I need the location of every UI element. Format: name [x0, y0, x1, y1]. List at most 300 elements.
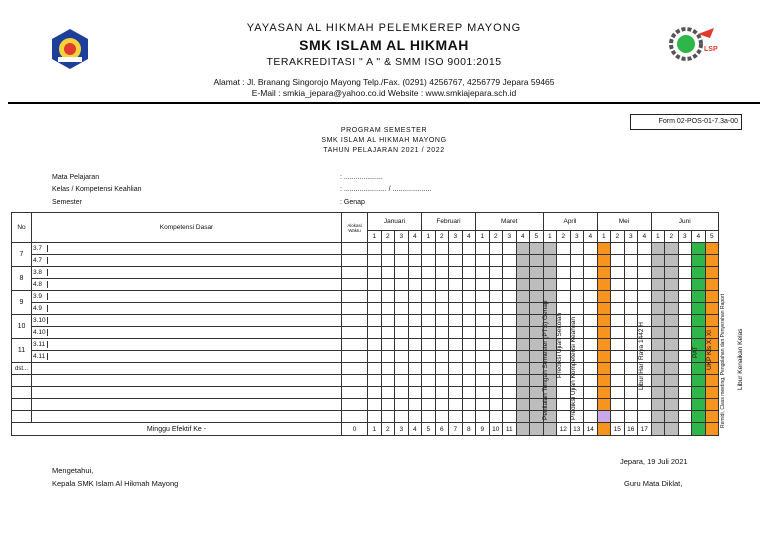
- week-cell: [692, 411, 706, 423]
- header-week: 3: [449, 231, 463, 243]
- week-cell: [368, 279, 382, 291]
- sign-date: Jepara, 19 Juli 2021: [620, 457, 688, 466]
- week-cell: [408, 279, 422, 291]
- week-cell: [381, 279, 395, 291]
- week-cell: [530, 291, 544, 303]
- row-alokasi: [342, 303, 368, 315]
- week-cell: [557, 387, 571, 399]
- week-cell: [692, 303, 706, 315]
- week-cell: [435, 243, 449, 255]
- week-cell: [489, 267, 503, 279]
- week-cell: [395, 291, 409, 303]
- week-cell: [665, 327, 679, 339]
- footer-week: 14: [584, 423, 598, 436]
- week-cell: [665, 303, 679, 315]
- footer-week: [705, 423, 719, 436]
- week-cell: [489, 363, 503, 375]
- footer-week: 5: [422, 423, 436, 436]
- week-cell: [489, 255, 503, 267]
- week-cell: [395, 339, 409, 351]
- header-week: 4: [462, 231, 476, 243]
- header-week: 4: [584, 231, 598, 243]
- week-cell: [692, 267, 706, 279]
- week-cell: [651, 387, 665, 399]
- week-cell: [557, 411, 571, 423]
- week-cell: [381, 351, 395, 363]
- week-cell: [665, 315, 679, 327]
- week-cell: [611, 411, 625, 423]
- week-cell: [597, 303, 611, 315]
- week-cell: [597, 399, 611, 411]
- row-no: 10: [12, 315, 32, 339]
- week-cell: [422, 315, 436, 327]
- week-cell: [462, 255, 476, 267]
- week-cell: [624, 291, 638, 303]
- week-cell: [489, 399, 503, 411]
- week-cell: [692, 399, 706, 411]
- row-kd: [32, 327, 342, 339]
- week-cell: [422, 399, 436, 411]
- week-cell: [503, 255, 517, 267]
- header-week: 4: [638, 231, 652, 243]
- footer-week: [543, 423, 557, 436]
- program-title: PROGRAM SEMESTER: [340, 127, 428, 134]
- week-cell: [489, 279, 503, 291]
- header-week: 3: [678, 231, 692, 243]
- week-cell: [462, 387, 476, 399]
- week-cell: [665, 339, 679, 351]
- week-cell: [462, 327, 476, 339]
- week-cell: [408, 315, 422, 327]
- week-cell: [503, 411, 517, 423]
- week-cell: [611, 291, 625, 303]
- week-cell: [408, 327, 422, 339]
- week-cell: [516, 387, 530, 399]
- week-cell: [651, 399, 665, 411]
- week-cell: [462, 267, 476, 279]
- week-cell: [611, 315, 625, 327]
- week-cell: [489, 315, 503, 327]
- week-cell: [530, 315, 544, 327]
- week-cell: [435, 363, 449, 375]
- week-cell: [422, 339, 436, 351]
- week-cell: [368, 411, 382, 423]
- week-cell: [503, 327, 517, 339]
- week-cell: [651, 291, 665, 303]
- week-cell: [611, 255, 625, 267]
- week-cell: [368, 375, 382, 387]
- week-cell: [530, 399, 544, 411]
- row-kd-code: 3.7: [32, 245, 48, 252]
- week-cell: [408, 363, 422, 375]
- week-cell: [611, 327, 625, 339]
- week-cell: [584, 339, 598, 351]
- footer-week: 16: [624, 423, 638, 436]
- row-kd: [32, 363, 342, 375]
- table-row: [12, 303, 719, 315]
- row-kd: [32, 267, 342, 279]
- header-week: 3: [624, 231, 638, 243]
- week-cell: [435, 279, 449, 291]
- week-cell: [678, 411, 692, 423]
- week-cell: [381, 255, 395, 267]
- header-week: 2: [611, 231, 625, 243]
- week-cell: [678, 255, 692, 267]
- row-no: [12, 399, 32, 411]
- footer-week: [516, 423, 530, 436]
- week-cell: [597, 327, 611, 339]
- week-cell: [435, 411, 449, 423]
- row-kd-code: 4.11: [32, 353, 48, 360]
- header-week: 4: [408, 231, 422, 243]
- week-cell: [665, 291, 679, 303]
- week-cell: [395, 327, 409, 339]
- week-cell: [462, 375, 476, 387]
- week-cell: [638, 267, 652, 279]
- week-cell: [449, 375, 463, 387]
- week-cell: [395, 279, 409, 291]
- header-week: 4: [692, 231, 706, 243]
- footer-week: 12: [557, 423, 571, 436]
- week-cell: [678, 315, 692, 327]
- week-cell: [503, 387, 517, 399]
- week-cell: [584, 387, 598, 399]
- table-row: [12, 255, 719, 267]
- footer-week: 3: [395, 423, 409, 436]
- week-cell: [692, 243, 706, 255]
- table-row: [12, 363, 719, 375]
- week-cell: [462, 243, 476, 255]
- week-cell: [422, 303, 436, 315]
- week-cell: [381, 327, 395, 339]
- week-cell: [449, 387, 463, 399]
- header-week: 1: [476, 231, 490, 243]
- row-no: 9: [12, 291, 32, 315]
- week-cell: [422, 255, 436, 267]
- week-cell: [462, 279, 476, 291]
- week-cell: [624, 243, 638, 255]
- week-cell: [597, 243, 611, 255]
- row-no: 11: [12, 339, 32, 363]
- week-cell: [692, 315, 706, 327]
- week-cell: [368, 315, 382, 327]
- week-cell: [381, 387, 395, 399]
- footer-week: 1: [368, 423, 382, 436]
- week-cell: [638, 411, 652, 423]
- week-cell: [503, 315, 517, 327]
- week-cell: [422, 375, 436, 387]
- week-cell: [665, 387, 679, 399]
- week-cell: [435, 291, 449, 303]
- week-cell: [584, 255, 598, 267]
- week-cell: [395, 399, 409, 411]
- week-cell: [665, 351, 679, 363]
- week-cell: [597, 267, 611, 279]
- header-kd: Kompetensi Dasar: [32, 213, 342, 243]
- header-month-1: Februari: [422, 213, 476, 231]
- row-kd-code: 4.10: [32, 329, 48, 336]
- table-row: [12, 339, 719, 351]
- week-cell: [489, 375, 503, 387]
- row-alokasi: [342, 327, 368, 339]
- header-week: 2: [381, 231, 395, 243]
- header-alokasi: Alokasi Waktu: [342, 213, 368, 243]
- week-cell: [530, 351, 544, 363]
- row-kd-code: 3.10: [32, 317, 48, 324]
- week-cell: [678, 243, 692, 255]
- week-cell: [395, 315, 409, 327]
- week-cell: [665, 243, 679, 255]
- week-cell: [462, 291, 476, 303]
- form-code: Form 02-POS-01-7.3a-00: [630, 114, 742, 130]
- footer-week: [597, 423, 611, 436]
- week-cell: [530, 387, 544, 399]
- week-cell: [651, 411, 665, 423]
- footer-row: [12, 423, 719, 436]
- week-cell: [678, 363, 692, 375]
- week-cell: [530, 339, 544, 351]
- info-value-mapel: : ....................: [340, 174, 383, 181]
- week-cell: [408, 303, 422, 315]
- week-cell: [395, 351, 409, 363]
- week-cell: [516, 399, 530, 411]
- week-cell: [530, 411, 544, 423]
- week-cell: [678, 327, 692, 339]
- week-cell: [435, 303, 449, 315]
- info-value-semester: : Genap: [340, 199, 365, 206]
- week-cell: [489, 387, 503, 399]
- week-cell: [503, 279, 517, 291]
- week-cell: [395, 363, 409, 375]
- footer-week: [665, 423, 679, 436]
- week-cell: [368, 291, 382, 303]
- week-cell: [597, 339, 611, 351]
- lsp-logo-text: LSP: [704, 46, 718, 53]
- header-week: 2: [557, 231, 571, 243]
- week-cell: [368, 255, 382, 267]
- label-ukp: UKP Kls X, XI: [706, 330, 713, 370]
- table-row: [12, 399, 719, 411]
- week-cell: [503, 351, 517, 363]
- week-cell: [624, 351, 638, 363]
- week-cell: [705, 267, 719, 279]
- week-cell: [489, 303, 503, 315]
- week-cell: [368, 339, 382, 351]
- week-cell: [503, 291, 517, 303]
- week-cell: [597, 315, 611, 327]
- week-cell: [692, 279, 706, 291]
- week-cell: [665, 375, 679, 387]
- header-divider: [8, 102, 760, 104]
- week-cell: [395, 375, 409, 387]
- week-cell: [408, 267, 422, 279]
- week-cell: [516, 339, 530, 351]
- info-label-kelas: Kelas / Kompetensi Keahlian: [52, 186, 142, 193]
- week-cell: [489, 291, 503, 303]
- row-alokasi: [342, 255, 368, 267]
- row-kd-code: 4.9: [32, 305, 48, 312]
- week-cell: [381, 363, 395, 375]
- week-cell: [638, 243, 652, 255]
- week-cell: [516, 327, 530, 339]
- header-week: 3: [570, 231, 584, 243]
- week-cell: [530, 375, 544, 387]
- week-cell: [422, 363, 436, 375]
- week-cell: [678, 291, 692, 303]
- week-cell: [449, 399, 463, 411]
- row-alokasi: [342, 339, 368, 351]
- header-week: 1: [368, 231, 382, 243]
- week-cell: [584, 243, 598, 255]
- week-cell: [408, 399, 422, 411]
- header-week: 1: [543, 231, 557, 243]
- week-cell: [651, 339, 665, 351]
- week-cell: [462, 351, 476, 363]
- week-cell: [503, 303, 517, 315]
- week-cell: [597, 255, 611, 267]
- header-week: 3: [395, 231, 409, 243]
- week-cell: [476, 387, 490, 399]
- week-cell: [489, 411, 503, 423]
- week-cell: [516, 315, 530, 327]
- week-cell: [435, 387, 449, 399]
- week-cell: [624, 363, 638, 375]
- row-alokasi: [342, 411, 368, 423]
- week-cell: [503, 243, 517, 255]
- week-cell: [651, 351, 665, 363]
- row-alokasi: [342, 279, 368, 291]
- week-cell: [624, 375, 638, 387]
- row-alokasi: [342, 375, 368, 387]
- row-alokasi: [342, 291, 368, 303]
- footer-week: [651, 423, 665, 436]
- week-cell: [692, 255, 706, 267]
- week-cell: [597, 291, 611, 303]
- week-cell: [449, 279, 463, 291]
- week-cell: [476, 339, 490, 351]
- week-cell: [503, 375, 517, 387]
- week-cell: [503, 363, 517, 375]
- week-cell: [408, 339, 422, 351]
- week-cell: [624, 315, 638, 327]
- label-ujian-kompetensi: Prediksi Ujian Kompetensi Keahlian: [570, 317, 577, 420]
- week-cell: [584, 279, 598, 291]
- week-cell: [476, 411, 490, 423]
- week-cell: [435, 327, 449, 339]
- week-cell: [449, 291, 463, 303]
- week-cell: [381, 267, 395, 279]
- week-cell: [624, 279, 638, 291]
- header-week: 5: [705, 231, 719, 243]
- week-cell: [381, 399, 395, 411]
- week-cell: [570, 243, 584, 255]
- week-cell: [476, 279, 490, 291]
- footer-week: 10: [489, 423, 503, 436]
- week-cell: [678, 267, 692, 279]
- row-kd: [32, 375, 342, 387]
- week-cell: [395, 267, 409, 279]
- week-cell: [381, 303, 395, 315]
- week-cell: [692, 375, 706, 387]
- week-cell: [516, 411, 530, 423]
- week-cell: [462, 315, 476, 327]
- school-address: Alamat : Jl. Branang Singorojo Mayong Telp./Fax. (0291) 4256767, 4256779 Jepara 59465: [213, 77, 555, 87]
- week-cell: [476, 267, 490, 279]
- week-cell: [422, 327, 436, 339]
- header-week: 1: [422, 231, 436, 243]
- sign-left-title: Kepala SMK Islam Al Hikmah Mayong: [52, 479, 179, 488]
- footer-week: [692, 423, 706, 436]
- label-pts: Penilaian Tengah Semester (PTS) Genap: [542, 300, 549, 420]
- week-cell: [692, 291, 706, 303]
- week-cell: [449, 411, 463, 423]
- row-no: 8: [12, 267, 32, 291]
- week-cell: [476, 327, 490, 339]
- row-alokasi: [342, 363, 368, 375]
- row-kd: [32, 411, 342, 423]
- footer-week: [678, 423, 692, 436]
- week-cell: [408, 387, 422, 399]
- week-cell: [476, 351, 490, 363]
- week-cell: [651, 267, 665, 279]
- row-alokasi: [342, 351, 368, 363]
- header-week: 2: [435, 231, 449, 243]
- week-cell: [408, 243, 422, 255]
- row-kd: [32, 315, 342, 327]
- week-cell: [530, 327, 544, 339]
- week-cell: [395, 411, 409, 423]
- week-cell: [422, 351, 436, 363]
- week-cell: [395, 243, 409, 255]
- week-cell: [624, 387, 638, 399]
- row-kd-code: 3.9: [32, 293, 48, 300]
- week-cell: [381, 339, 395, 351]
- foundation-name: YAYASAN AL HIKMAH PELEMKEREP MAYONG: [246, 22, 522, 34]
- week-cell: [516, 375, 530, 387]
- week-cell: [516, 291, 530, 303]
- week-cell: [449, 255, 463, 267]
- week-cell: [665, 279, 679, 291]
- week-cell: [381, 315, 395, 327]
- week-cell: [651, 363, 665, 375]
- week-cell: [476, 255, 490, 267]
- week-cell: [462, 399, 476, 411]
- table-row: [12, 279, 719, 291]
- footer-week: 15: [611, 423, 625, 436]
- label-ujian-sekolah: Prediksi Ujian Sekolah: [556, 312, 563, 378]
- week-cell: [678, 375, 692, 387]
- week-cell: [597, 411, 611, 423]
- week-cell: [678, 303, 692, 315]
- week-cell: [449, 243, 463, 255]
- week-cell: [678, 279, 692, 291]
- header-week: 1: [597, 231, 611, 243]
- row-kd: [32, 351, 342, 363]
- row-no: [12, 375, 32, 387]
- week-cell: [449, 363, 463, 375]
- week-cell: [516, 267, 530, 279]
- week-cell: [584, 327, 598, 339]
- week-cell: [665, 399, 679, 411]
- week-cell: [638, 255, 652, 267]
- row-kd: [32, 291, 342, 303]
- week-cell: [584, 351, 598, 363]
- week-cell: [489, 351, 503, 363]
- week-cell: [503, 399, 517, 411]
- header-week: 4: [516, 231, 530, 243]
- week-cell: [435, 267, 449, 279]
- week-cell: [665, 255, 679, 267]
